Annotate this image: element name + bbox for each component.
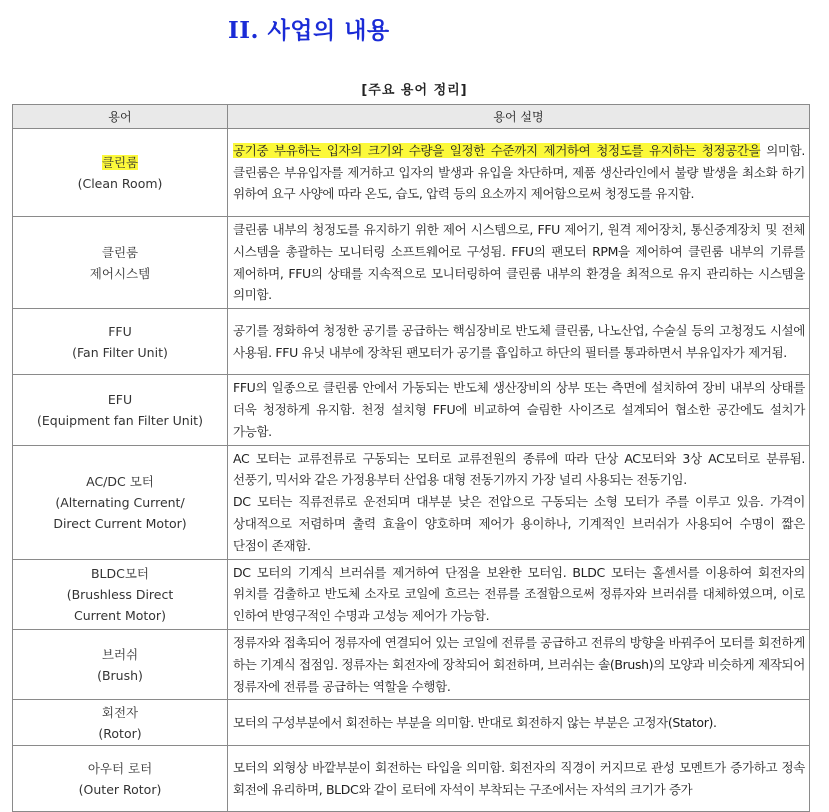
header-description: 용어 설명 [228, 105, 810, 129]
term-name: EFU [107, 391, 133, 407]
table-row [13, 700, 810, 746]
term-cell [13, 375, 228, 445]
description-text: 모터의 외형상 바깥부분이 회전하는 타입을 의미함. 회전자의 직경이 커지므로 관성 모멘트가 증가하고 정속 회전에 유리하며, BLDC와 같이 로터에 자석이 부착되는 구조에서는 자석의 크기가 증가 [233, 760, 805, 797]
glossary-table [12, 104, 810, 812]
description-cell [228, 445, 810, 559]
term-name: BLDC모터 [90, 565, 150, 581]
term-english: (Outer Rotor) [78, 781, 162, 797]
term-cell [13, 129, 228, 217]
term-english: (Alternating Current/ [55, 494, 185, 510]
description-text: 모터의 구성부분에서 회전하는 부분을 의미함. 반대로 회전하지 않는 부분은 고정자(Stator). [233, 714, 717, 730]
table-row [13, 445, 810, 559]
term-english: (Fan Filter Unit) [72, 344, 168, 360]
term-cell [13, 445, 228, 559]
term-english: (Brush) [97, 667, 143, 683]
description-cell [228, 559, 810, 629]
description-highlight: 공기중 부유하는 입자의 크기와 수량을 일정한 수준까지 제거하여 청정도를 유지하는 청정공간을 [233, 142, 761, 158]
table-row [13, 217, 810, 309]
term-english: 제어시스템 [89, 265, 151, 281]
header-term: 용어 [13, 105, 228, 129]
description-text: 의미함. 클린룸은 부유입자를 제거하고 입자의 발생과 유입을 차단하며, 제품 생산라인에서 불량 발생을 최소화 하기 위하여 요구 사양에 따라 온도, 습도, 압력 등의 요소까지 제어함으로써 청정도를 유지함. [233, 142, 805, 202]
description-cell [228, 309, 810, 375]
description-text: 클린룸 내부의 청정도를 유지하기 위한 제어 시스템으로, FFU 제어기, 원격 제어장치, 통신중계장치 및 전체 시스템을 총괄하는 모니터링 소프트웨어로 구성됨. FFU의 팬모터 RPM을 제어하여 클린룸 내부의 기류를 제어하며, FFU의 상태를 지속적으로 모니터링하여 클린룸 내부의 환경을 최적으로 유지 관리하는 시스템을 의미함. [233, 222, 805, 303]
term-cell [13, 559, 228, 629]
term-english: (Brushless Direct [66, 586, 174, 602]
term-name: 클린룸 [101, 244, 139, 260]
term-english: (Equipment fan Filter Unit) [37, 412, 203, 428]
description-text-2: DC 모터는 직류전류로 운전되며 대부분 낮은 전압으로 구동되는 소형 모터가 주를 이루고 있음. 가격이 상대적으로 저렴하며 출력 효율이 양호하며 제어가 용이하나, 기계적인 브러쉬가 사용되어 수명이 짧은 단점이 존재함. [233, 494, 805, 553]
term-cell [13, 217, 228, 309]
section-title: II. 사업의 내용 [228, 17, 390, 44]
description-text: 정류자와 접촉되어 정류자에 연결되어 있는 코일에 전류를 공급하고 전류의 방향을 바꿔주어 모터를 회전하게 하는 기계식 접점임. 정류자는 회전자에 장착되어 회전하며, 브러쉬는 솔(Brush)의 모양과 비슷하게 제작되어 정류자에 전류를 공급하는 역할을 수행함. [233, 634, 805, 694]
description-cell [228, 375, 810, 445]
table-row [13, 309, 810, 375]
table-caption: [주요 용어 정리] [361, 83, 468, 98]
term-name: AC/DC 모터 [86, 473, 154, 489]
description-cell [228, 629, 810, 699]
term-cell [13, 700, 228, 746]
description-cell [228, 129, 810, 217]
description-text: AC 모터는 교류전류로 구동되는 모터로 교류전원의 종류에 따라 단상 AC모터와 3상 AC모터로 분류됨. 선풍기, 믹서와 같은 가정용부터 산업용 대형 전동기까지 가장 널리 사용되는 전동기임. [233, 450, 805, 488]
term-english-line2: Current Motor) [74, 607, 166, 623]
description-text: DC 모터의 기계식 브러쉬를 제거하여 단점을 보완한 모터임. BLDC 모터는 홀센서를 이용하여 회전자의 위치를 검출하고 반도체 소자로 코일에 흐르는 전류를 조절함으로써 정류자와 브러쉬를 대체하였으며, 이로 인하여 반영구적인 수명과 고성능 제어가 가능함. [233, 564, 805, 624]
term-english: (Rotor) [98, 725, 142, 741]
description-cell [228, 700, 810, 746]
description-cell [228, 217, 810, 309]
term-cell [13, 629, 228, 699]
description-text: FFU의 일종으로 클린룸 안에서 가동되는 반도체 생산장비의 상부 또는 측면에 설치하여 장비 내부의 상태를 더욱 청정하게 유지함. 천정 설치형 FFU에 비교하여 슬림한 사이즈로 설계되어 협소한 공간에도 설치가 가능함. [233, 380, 805, 439]
table-header-row [13, 105, 810, 129]
term-english: (Clean Room) [77, 175, 163, 191]
table-row [13, 559, 810, 629]
term-name: 아우터 로터 [87, 760, 153, 776]
table-row [13, 629, 810, 699]
term-name: FFU [108, 323, 132, 339]
term-english-line2: Direct Current Motor) [53, 515, 187, 531]
table-row [13, 375, 810, 445]
term-cell [13, 309, 228, 375]
term-name: 회전자 [101, 704, 139, 720]
term-name: 브러쉬 [101, 646, 139, 662]
table-row [13, 129, 810, 217]
description-text: 공기를 정화하여 청정한 공기를 공급하는 핵심장비로 반도체 클린룸, 나노산업, 수술실 등의 고청정도 시설에 사용됨. FFU 유닛 내부에 장착된 팬모터가 공기를 흡입하고 하단의 필터를 통과하면서 부유입자가 제거됨. [233, 322, 805, 360]
term-name: 클린룸 [101, 154, 139, 170]
